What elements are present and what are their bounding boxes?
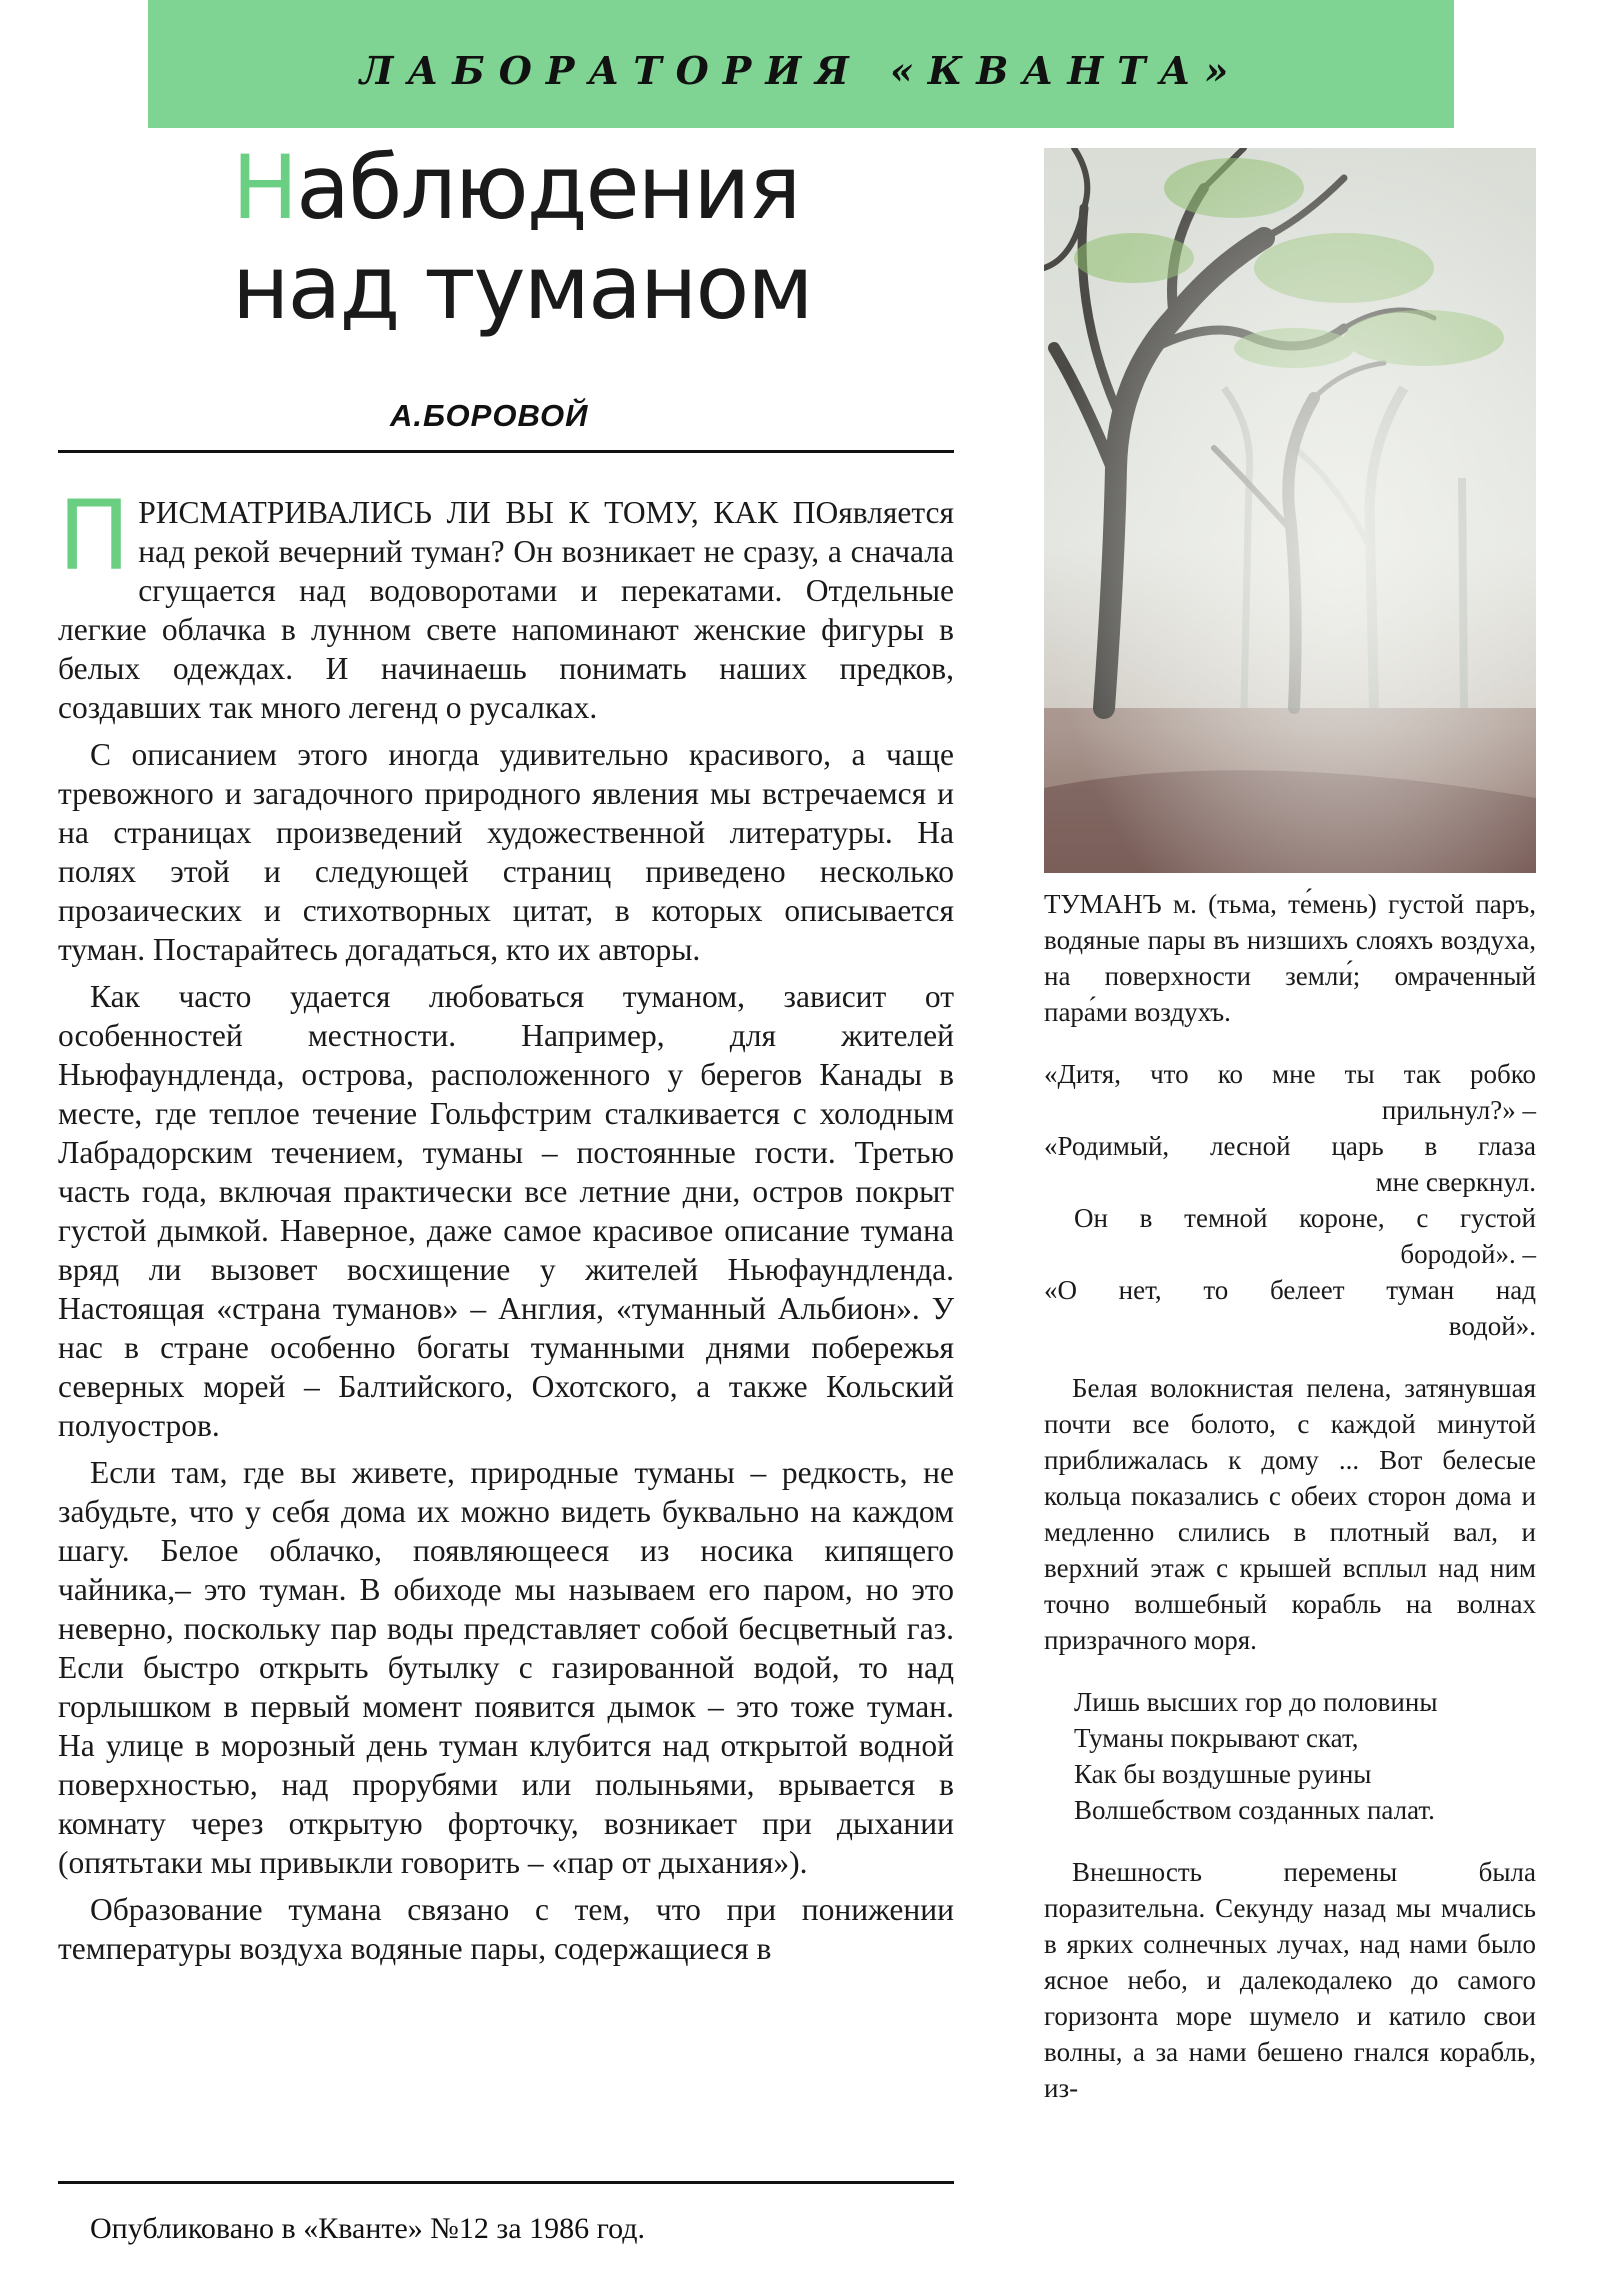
article-title xyxy=(232,138,952,338)
title-first-letter: Н xyxy=(232,136,297,239)
poem-line: Как бы воздушные руины xyxy=(1074,1759,1372,1789)
poem-line: прильнул?» – xyxy=(1381,1095,1536,1125)
paragraph: ПРИСМАТРИВАЛИСЬ ЛИ ВЫ К ТОМУ, КАК ПОявляется над рекой вечерний туман? Он возникает не сразу, а сначала сгущается над водоворотами и перекатами. Отдельные легкие облачка в лунном свете напоминают женские фигуры в белых одеждах. И начинаешь понимать наших предков, создавших так много легенд о русалках. xyxy=(58,480,954,725)
poem-line: Туманы покрывают скат, xyxy=(1074,1723,1359,1753)
section-header-band xyxy=(148,0,1454,128)
poem-line: Он в темной короне, с густой xyxy=(1074,1203,1536,1233)
title-line1-rest: аблюдения xyxy=(296,136,800,239)
poem-line: «О нет, то белеет туман над xyxy=(1044,1275,1536,1305)
paragraph: С описанием этого иногда удивительно красивого, а чаще тревожного и загадочного природного явления мы встречаемся и на страницах произведений художественной литературы. На полях этой и следующей страниц приведено несколько прозаических и стихотворных цитат, в которых описывается туман. Постарайтесь догадаться, кто их авторы. xyxy=(58,737,954,967)
poem-line: Лишь высших гор до половины xyxy=(1074,1687,1438,1717)
paragraph: Образование тумана связано с тем, что при понижении температуры воздуха водяные пары, содержащиеся в xyxy=(58,1892,954,1966)
dictionary-definition: ТУМАНЪ м. (тьма, те́мень) густой паръ, водяные пары въ низшихъ слояхъ воздуха, на поверхности земли́; омраченный пара́ми воздухъ. xyxy=(1044,889,1536,1027)
paragraph: Как часто удается любоваться туманом, зависит от особенностей местности. Например, для жителей Ньюфаундленда, острова, расположенного у берегов Канады в месте, где теплое течение Гольфстрим сталкивается с холодным Лабрадорским течением, туманы – постоянные гости. Третью часть года, включая практически все летние дни, остров покрыт густой дымкой. Наверное, даже самое красивое описание тумана вряд ли вызовет восхищение у жителей Ньюфаундленда. Настоящая «страна туманов» – Англия, «туманный Альбион». У нас в стране особенно богаты туманными днями побережья северных морей – Балтийского, Охотского, а также Кольский полуостров. xyxy=(58,979,954,1443)
paragraph: Если там, где вы живете, природные туманы – редкость, не забудьте, что у себя дома их можно видеть буквально на каждом шагу. Белое облачко, появляющееся из носика кипящего чайника,– это туман. В обиходе мы называем его паром, но это неверно, поскольку пар воды представляет собой бесцветный газ. Если быстро открыть бутылку с газированной водой, то над горлышком в первый момент появится дымок – это тоже туман. На улице в морозный день туман клубится над открытой водной поверхностью, над прорубями или полыньями, врывается в комнату через открытую форточку, возникает при дыхании (опятьтаки мы привыкли говорить – «пар от дыхания»). xyxy=(58,1455,954,1880)
poem-line: мне сверкнул. xyxy=(1375,1167,1536,1197)
poem-line: бородой». – xyxy=(1400,1239,1536,1269)
poem-line: водой». xyxy=(1448,1311,1536,1341)
drop-cap: П xyxy=(58,480,131,592)
poem-line: Волшебством созданных палат. xyxy=(1074,1795,1435,1825)
section-header-label: ЛАБОРАТОРИЯ «КВАНТА» xyxy=(359,47,1243,93)
prose-quote-1: Белая волокнистая пелена, затянувшая почти все болото, с каждой минутой приближалась к дому ... Вот белесые кольца показались с обеих сторон дома и медленно слились в плотный вал, и верхний этаж с крышей всплыл над ним точно волшебный корабль на волнах призрачного моря. xyxy=(1044,1373,1536,1655)
poem-line: «Родимый, лесной царь в глаза xyxy=(1044,1131,1536,1161)
poem-quote-2 xyxy=(1044,1684,1536,1828)
footnote-rule xyxy=(58,2181,954,2184)
poem-quote-1 xyxy=(1044,1056,1536,1344)
title-line2: над туманом xyxy=(232,236,812,339)
footnote: Опубликовано в «Кванте» №12 за 1986 год. xyxy=(90,2212,646,2245)
article-body xyxy=(58,480,954,1976)
poem-line: «Дитя, что ко мне ты так робко xyxy=(1044,1059,1536,1089)
foggy-forest-photo xyxy=(1044,148,1536,873)
sidebar-quotes xyxy=(1044,886,1536,2106)
prose-quote-2: Внешность перемены была поразительна. Секунду назад мы мчались в ярких солнечных лучах, над нами было ясное небо, и далекодалеко до самого горизонта море шумело и катило свои волны, а за нами бешено гнался корабль, из- xyxy=(1044,1857,1536,2103)
author-rule xyxy=(58,450,954,453)
author-name: А.БОРОВОЙ xyxy=(390,398,589,433)
